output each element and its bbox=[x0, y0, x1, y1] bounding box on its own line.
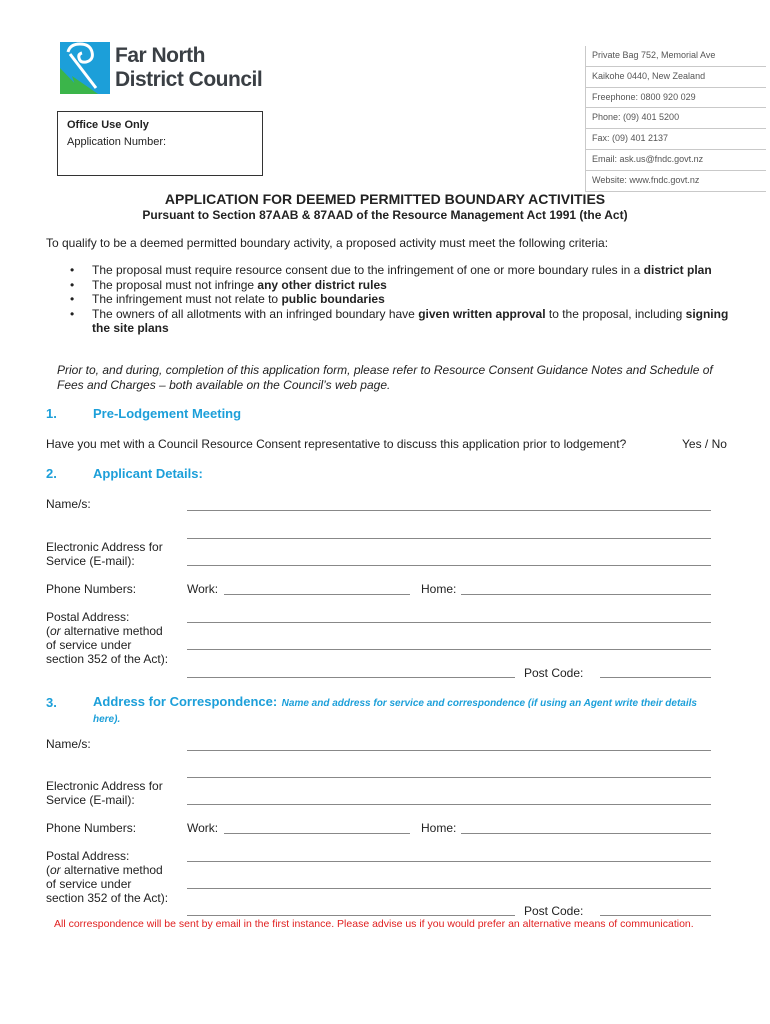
home-label: Home: bbox=[421, 582, 457, 596]
contact-email: Email: ask.us@fndc.govt.nz bbox=[586, 150, 766, 171]
logo-name-line2: District Council bbox=[115, 68, 263, 91]
guidance-text: Prior to, and during, completion of this application form, please refer to Resource Consent Guidance Notes and Schedule of Fees and Charges – both available on the Council’s web page. bbox=[57, 363, 713, 392]
contact-website: Website: www.fndc.govt.nz bbox=[586, 171, 766, 192]
names-label: Name/s: bbox=[46, 497, 91, 511]
section-2-number: 2. bbox=[46, 466, 57, 481]
work-label: Work: bbox=[187, 821, 219, 835]
correspondence-note: All correspondence will be sent by email in the first instance. Please advise us if you would prefer an alternative means of communication. bbox=[54, 918, 694, 930]
office-use-title: Office Use Only bbox=[67, 119, 149, 131]
applicant-postal-field-3[interactable] bbox=[187, 677, 515, 678]
postal-label: Postal Address: (or alternative method of service under section 352 of the Act): bbox=[46, 610, 169, 666]
agent-postal-field-2[interactable] bbox=[187, 888, 711, 889]
bullet-icon: • bbox=[70, 263, 75, 277]
yes-no-option[interactable]: Yes / No bbox=[682, 437, 727, 451]
section-3-heading bbox=[93, 695, 723, 727]
applicant-email-field[interactable] bbox=[187, 565, 711, 566]
bullet-icon: • bbox=[70, 306, 75, 321]
email-label: Electronic Address for Service (E-mail): bbox=[46, 540, 163, 568]
agent-postal-field-1[interactable] bbox=[187, 861, 711, 862]
form-title: APPLICATION FOR DEEMED PERMITTED BOUNDARY ACTIVITIES bbox=[164, 191, 606, 207]
council-logo bbox=[60, 42, 110, 94]
postcode-label: Post Code: bbox=[524, 904, 584, 918]
list-item: • The infringement must not relate to public boundaries bbox=[70, 292, 385, 306]
bullet-icon: • bbox=[70, 292, 75, 306]
contact-block bbox=[585, 46, 766, 192]
applicant-home-phone-field[interactable] bbox=[461, 594, 711, 595]
agent-name-field-1[interactable] bbox=[187, 750, 711, 751]
applicant-postcode-field[interactable] bbox=[600, 677, 711, 678]
koru-icon bbox=[60, 42, 110, 94]
contact-phone: Phone: (09) 401 5200 bbox=[586, 108, 766, 129]
logo-name-line1: Far North bbox=[115, 44, 205, 67]
applicant-name-field-1[interactable] bbox=[187, 510, 711, 511]
list-item: • The owners of all allotments with an infringed boundary have given written approval to the proposal, including signing the site plans bbox=[70, 306, 729, 335]
names-label: Name/s: bbox=[46, 737, 91, 751]
contact-address: Private Bag 752, Memorial Ave bbox=[586, 46, 766, 67]
section-1-title: Pre-Lodgement Meeting bbox=[93, 406, 242, 421]
agent-postcode-field[interactable] bbox=[600, 915, 711, 916]
contact-fax: Fax: (09) 401 2137 bbox=[586, 129, 766, 150]
bullet-icon: • bbox=[70, 277, 75, 292]
email-label: Electronic Address for Service (E-mail): bbox=[46, 779, 163, 807]
contact-freephone: Freephone: 0800 920 029 bbox=[586, 88, 766, 109]
section-1-number: 1. bbox=[46, 406, 57, 421]
applicant-name-field-2[interactable] bbox=[187, 538, 711, 539]
agent-postal-field-3[interactable] bbox=[187, 915, 515, 916]
section-3-title: Address for Correspondence: bbox=[93, 694, 278, 709]
agent-home-phone-field[interactable] bbox=[461, 833, 711, 834]
applicant-postal-field-1[interactable] bbox=[187, 622, 711, 623]
home-label: Home: bbox=[421, 821, 457, 835]
agent-email-field[interactable] bbox=[187, 804, 711, 805]
phone-label: Phone Numbers: bbox=[46, 582, 137, 596]
postcode-label: Post Code: bbox=[524, 666, 584, 680]
form-subtitle: Pursuant to Section 87AAB & 87AAD of the Resource Management Act 1991 (the Act) bbox=[142, 208, 628, 222]
section-3-number: 3. bbox=[46, 695, 57, 710]
office-use-box bbox=[57, 111, 263, 176]
list-item: • The proposal must require resource consent due to the infringement of one or more boundary rules in a district plan bbox=[70, 263, 712, 277]
contact-city: Kaikohe 0440, New Zealand bbox=[586, 67, 766, 88]
intro-text: To qualify to be a deemed permitted boundary activity, a proposed activity must meet the following criteria: bbox=[46, 236, 609, 250]
prelodgement-question: Have you met with a Council Resource Consent representative to discuss this application prior to lodgement? bbox=[46, 437, 627, 451]
applicant-postal-field-2[interactable] bbox=[187, 649, 711, 650]
applicant-work-phone-field[interactable] bbox=[224, 594, 410, 595]
section-2-title: Applicant Details: bbox=[93, 466, 203, 481]
criteria-list bbox=[70, 263, 735, 336]
agent-work-phone-field[interactable] bbox=[224, 833, 410, 834]
phone-label: Phone Numbers: bbox=[46, 821, 137, 835]
work-label: Work: bbox=[187, 582, 219, 596]
agent-name-field-2[interactable] bbox=[187, 777, 711, 778]
postal-label: Postal Address: (or alternative method of service under section 352 of the Act): bbox=[46, 849, 169, 905]
application-number-label: Application Number: bbox=[67, 136, 167, 148]
list-item: • The proposal must not infringe any other district rules bbox=[70, 277, 387, 292]
section-3-note: Name and address for service and correspondence (if using an Agent write their details here). bbox=[93, 698, 697, 725]
